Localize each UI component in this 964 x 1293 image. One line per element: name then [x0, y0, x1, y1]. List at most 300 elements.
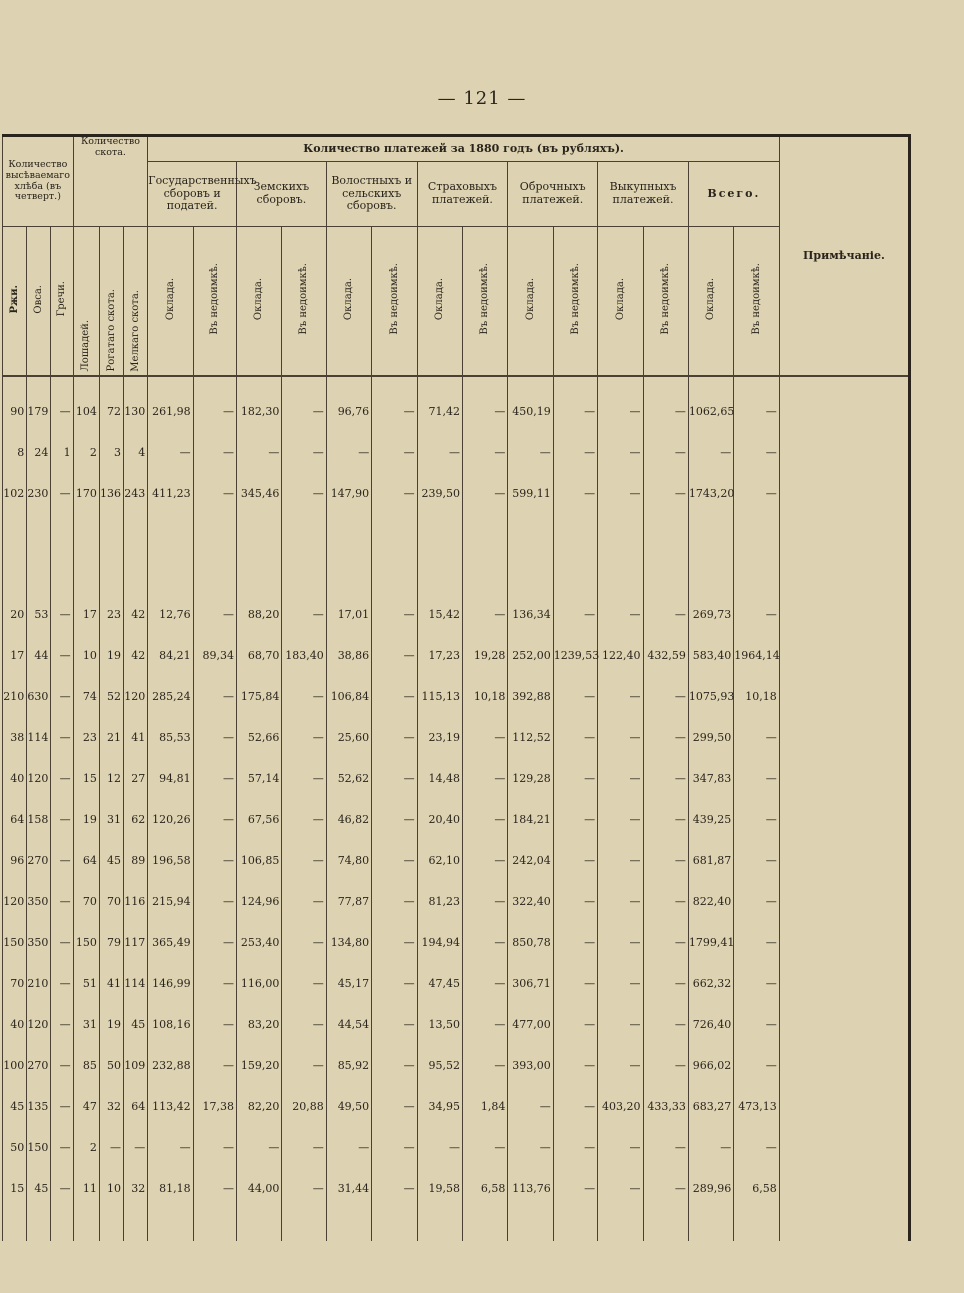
table-row — [3, 717, 910, 758]
table-cell: — — [372, 840, 417, 881]
table-cell: 50 — [99, 1045, 123, 1086]
zemstvo-header: Земскихъ сборовъ. — [237, 162, 327, 227]
oklada-header: Оклада. — [253, 278, 265, 321]
table-cell: — — [51, 1168, 73, 1209]
table-cell: 71,42 — [417, 391, 462, 432]
table-cell: 12,76 — [148, 594, 193, 635]
table-row — [3, 473, 910, 514]
table-cell: — — [462, 1004, 507, 1045]
table-cell: — — [193, 676, 236, 717]
table-cell: 113,76 — [508, 1168, 553, 1209]
table-cell: 67,56 — [237, 799, 282, 840]
table-row — [3, 922, 910, 963]
table-cell: 179 — [27, 391, 51, 432]
table-cell: — — [734, 1045, 780, 1086]
table-cell: 19 — [73, 799, 99, 840]
table-cell: — — [643, 473, 688, 514]
small-cattle-header: Мелкаго скота. — [129, 289, 141, 372]
table-cell: 114 — [124, 963, 148, 1004]
table-cell: 239,50 — [417, 473, 462, 514]
table-cell: 3 — [99, 432, 123, 473]
table-cell: — — [372, 799, 417, 840]
table-cell: — — [462, 473, 507, 514]
table-cell: 96 — [3, 840, 27, 881]
table-cell: 41 — [124, 717, 148, 758]
table-cell: — — [282, 391, 326, 432]
table-cell: 72 — [99, 391, 123, 432]
table-cell: 25,60 — [326, 717, 371, 758]
table-cell: — — [553, 473, 597, 514]
table-cell: 19,28 — [462, 635, 507, 676]
table-cell: 215,94 — [148, 881, 193, 922]
table-cell: 115,13 — [417, 676, 462, 717]
table-cell: — — [372, 635, 417, 676]
table-cell: 17,01 — [326, 594, 371, 635]
table-cell: — — [51, 799, 73, 840]
note-cell — [779, 717, 909, 758]
table-cell: 53 — [27, 594, 51, 635]
table-cell: 136,34 — [508, 594, 553, 635]
table-cell: 47,45 — [417, 963, 462, 1004]
table-cell: 44 — [27, 635, 51, 676]
table-cell: — — [282, 1004, 326, 1045]
note-cell — [779, 1127, 909, 1168]
nedoimka-header: Въ недоимкѣ. — [298, 263, 310, 335]
table-cell: 20,88 — [282, 1086, 326, 1127]
volost-header: Волостныхъ и сельскихъ сборовъ. — [326, 162, 417, 227]
table-cell: — — [508, 432, 553, 473]
table-cell: — — [51, 594, 73, 635]
table-cell: — — [598, 840, 643, 881]
table-cell: 2 — [73, 432, 99, 473]
table-cell: — — [553, 391, 597, 432]
table-cell: — — [282, 758, 326, 799]
table-cell: — — [734, 881, 780, 922]
buckwheat-header: Гречи. — [56, 281, 68, 317]
table-cell: — — [326, 432, 371, 473]
table-cell: 683,27 — [688, 1086, 733, 1127]
table-cell: — — [598, 881, 643, 922]
nedoimka-header: Въ недоимкѣ. — [750, 263, 762, 335]
oklada-header: Оклада. — [343, 278, 355, 321]
table-cell: — — [99, 1127, 123, 1168]
table-cell: — — [51, 840, 73, 881]
table-cell: 64 — [3, 799, 27, 840]
table-row — [3, 758, 910, 799]
table-cell: 45 — [124, 1004, 148, 1045]
table-cell: — — [372, 963, 417, 1004]
table-cell: 114 — [27, 717, 51, 758]
table-cell: — — [553, 1127, 597, 1168]
table-cell: 41 — [99, 963, 123, 1004]
table-cell: 120 — [3, 881, 27, 922]
table-cell: 74,80 — [326, 840, 371, 881]
table-cell: — — [51, 1004, 73, 1045]
table-cell: 253,40 — [237, 922, 282, 963]
table-cell: — — [462, 1045, 507, 1086]
table-cell: 726,40 — [688, 1004, 733, 1045]
table-cell: — — [553, 881, 597, 922]
table-cell: 10 — [73, 635, 99, 676]
table-cell: — — [372, 1045, 417, 1086]
table-cell: — — [734, 922, 780, 963]
payments-table — [2, 134, 911, 1241]
nedoimka-header: Въ недоимкѣ. — [388, 263, 400, 335]
table-cell: 299,50 — [688, 717, 733, 758]
table-cell: 1799,41 — [688, 922, 733, 963]
table-cell: 24 — [27, 432, 51, 473]
table-cell: — — [734, 799, 780, 840]
table-cell: 135 — [27, 1086, 51, 1127]
table-cell: — — [643, 432, 688, 473]
table-cell: — — [282, 473, 326, 514]
note-header: Примѣчаніе. — [779, 136, 909, 377]
table-cell: — — [282, 676, 326, 717]
table-cell: 45 — [99, 840, 123, 881]
table-cell: 583,40 — [688, 635, 733, 676]
table-cell: 50 — [3, 1127, 27, 1168]
note-cell — [779, 594, 909, 635]
table-cell: 365,49 — [148, 922, 193, 963]
table-cell: 6,58 — [462, 1168, 507, 1209]
table-cell: 261,98 — [148, 391, 193, 432]
table-cell: — — [372, 594, 417, 635]
table-cell: — — [643, 391, 688, 432]
table-row — [3, 799, 910, 840]
table-cell: — — [462, 1127, 507, 1168]
table-cell: — — [553, 1004, 597, 1045]
table-cell: — — [51, 391, 73, 432]
table-cell: 662,32 — [688, 963, 733, 1004]
table-cell: — — [193, 1127, 236, 1168]
insurance-header: Страховыхъ платежей. — [417, 162, 508, 227]
table-cell: 129,28 — [508, 758, 553, 799]
table-cell: — — [598, 432, 643, 473]
note-cell — [779, 635, 909, 676]
table-cell: 184,21 — [508, 799, 553, 840]
table-cell: 1964,14 — [734, 635, 780, 676]
table-cell: 120,26 — [148, 799, 193, 840]
table-cell: 122,40 — [598, 635, 643, 676]
table-cell: 84,21 — [148, 635, 193, 676]
table-cell: 100 — [3, 1045, 27, 1086]
table-cell: — — [462, 922, 507, 963]
table-cell: 350 — [27, 881, 51, 922]
table-cell: — — [372, 1086, 417, 1127]
table-cell: 150 — [27, 1127, 51, 1168]
table-cell: 85,53 — [148, 717, 193, 758]
table-cell: 74 — [73, 676, 99, 717]
table-cell: — — [148, 1127, 193, 1168]
table-cell: — — [193, 1004, 236, 1045]
table-cell: — — [372, 881, 417, 922]
table-cell: — — [51, 1127, 73, 1168]
table-cell: — — [643, 963, 688, 1004]
table-cell: — — [372, 1168, 417, 1209]
page-number: — 121 — — [437, 88, 527, 109]
table-cell: 306,71 — [508, 963, 553, 1004]
note-cell — [779, 1045, 909, 1086]
table-cell: 433,33 — [643, 1086, 688, 1127]
table-cell: 62 — [124, 799, 148, 840]
table-cell: 1075,93 — [688, 676, 733, 717]
table-cell: 232,88 — [148, 1045, 193, 1086]
table-cell: — — [193, 1168, 236, 1209]
oklada-header: Оклада. — [705, 278, 717, 321]
table-cell: 11 — [73, 1168, 99, 1209]
table-cell: — — [553, 676, 597, 717]
table-cell: — — [193, 963, 236, 1004]
nedoimka-header: Въ недоимкѣ. — [659, 263, 671, 335]
rye-header: Ржи. — [8, 284, 20, 314]
oklada-header: Оклада. — [434, 278, 446, 321]
table-cell: 473,13 — [734, 1086, 780, 1127]
table-row — [3, 432, 910, 473]
table-cell: — — [282, 840, 326, 881]
table-cell: — — [643, 676, 688, 717]
table-cell: — — [326, 1127, 371, 1168]
table-cell: 196,58 — [148, 840, 193, 881]
table-row — [3, 1086, 910, 1127]
table-cell: 52,66 — [237, 717, 282, 758]
table-cell: 77,87 — [326, 881, 371, 922]
table-cell: 42 — [124, 594, 148, 635]
total-header: Всего. — [688, 162, 779, 227]
table-cell: — — [553, 717, 597, 758]
horses-header: Лошадей. — [80, 319, 92, 372]
table-cell: 146,99 — [148, 963, 193, 1004]
table-cell: — — [462, 799, 507, 840]
table-cell: 242,04 — [508, 840, 553, 881]
table-cell: — — [598, 963, 643, 1004]
table-cell: — — [643, 1168, 688, 1209]
table-cell: — — [688, 1127, 733, 1168]
table-cell: 95,52 — [417, 1045, 462, 1086]
nedoimka-header: Въ недоимкѣ. — [569, 263, 581, 335]
table-cell: 31 — [73, 1004, 99, 1045]
table-cell: — — [598, 758, 643, 799]
nedoimka-header: Въ недоимкѣ. — [209, 263, 221, 335]
table-cell: — — [372, 717, 417, 758]
table-cell: 13,50 — [417, 1004, 462, 1045]
table-cell: 49,50 — [326, 1086, 371, 1127]
table-cell: — — [553, 1168, 597, 1209]
table-cell: 83,20 — [237, 1004, 282, 1045]
table-cell: — — [643, 881, 688, 922]
table-cell: 82,20 — [237, 1086, 282, 1127]
table-row — [3, 676, 910, 717]
table-cell: 94,81 — [148, 758, 193, 799]
table-cell: 42 — [124, 635, 148, 676]
table-cell: — — [734, 432, 780, 473]
table-cell: — — [193, 1045, 236, 1086]
table-row — [3, 963, 910, 1004]
table-cell: — — [688, 432, 733, 473]
table-cell: 681,87 — [688, 840, 733, 881]
table-cell: — — [282, 881, 326, 922]
table-cell: 70 — [99, 881, 123, 922]
table-cell: — — [462, 758, 507, 799]
table-cell: — — [553, 432, 597, 473]
table-cell: — — [417, 1127, 462, 1168]
table-cell: 38,86 — [326, 635, 371, 676]
table-cell: 85,92 — [326, 1045, 371, 1086]
table-cell: 108,16 — [148, 1004, 193, 1045]
table-row — [3, 840, 910, 881]
table-cell: 45 — [27, 1168, 51, 1209]
table-row — [3, 1127, 910, 1168]
table-cell: 17 — [3, 635, 27, 676]
table-row — [3, 1045, 910, 1086]
note-cell — [779, 799, 909, 840]
table-cell: 450,19 — [508, 391, 553, 432]
table-cell: — — [553, 594, 597, 635]
note-cell — [779, 922, 909, 963]
table-cell: 230 — [27, 473, 51, 514]
table-cell: — — [734, 1127, 780, 1168]
table-cell: — — [643, 758, 688, 799]
table-cell: 117 — [124, 922, 148, 963]
table-cell: 62,10 — [417, 840, 462, 881]
table-cell: 210 — [27, 963, 51, 1004]
note-cell — [779, 1086, 909, 1127]
table-cell: 322,40 — [508, 881, 553, 922]
table-cell: — — [372, 1004, 417, 1045]
table-body — [3, 391, 910, 1209]
table-cell: — — [193, 922, 236, 963]
table-cell: 347,83 — [688, 758, 733, 799]
table-cell: 116 — [124, 881, 148, 922]
table-cell: 477,00 — [508, 1004, 553, 1045]
table-cell: — — [372, 922, 417, 963]
table-cell: 10,18 — [734, 676, 780, 717]
table-cell: — — [51, 635, 73, 676]
table-cell: — — [598, 1004, 643, 1045]
table-cell: 20 — [3, 594, 27, 635]
table-cell: — — [462, 840, 507, 881]
table-cell: — — [598, 1127, 643, 1168]
payments-group-header: Количество платежей за 1880 годъ (въ рубляхъ). — [148, 136, 780, 162]
table-cell: 64 — [124, 1086, 148, 1127]
table-cell: 252,00 — [508, 635, 553, 676]
table-cell: — — [282, 432, 326, 473]
table-cell: 150 — [3, 922, 27, 963]
table-cell: 1239,53 — [553, 635, 597, 676]
table-cell: — — [462, 717, 507, 758]
note-cell — [779, 676, 909, 717]
table-cell: 159,20 — [237, 1045, 282, 1086]
table-cell: — — [462, 432, 507, 473]
table-cell: — — [598, 799, 643, 840]
table-cell: — — [51, 963, 73, 1004]
table-cell: — — [734, 717, 780, 758]
table-row — [3, 1168, 910, 1209]
table-cell: 270 — [27, 840, 51, 881]
table-cell: — — [598, 391, 643, 432]
table-cell: 270 — [27, 1045, 51, 1086]
table-cell: — — [643, 840, 688, 881]
table-cell: 130 — [124, 391, 148, 432]
table-cell: — — [51, 473, 73, 514]
table-cell: 134,80 — [326, 922, 371, 963]
table-cell: 4 — [124, 432, 148, 473]
table-cell: 10 — [99, 1168, 123, 1209]
table-cell: 31 — [99, 799, 123, 840]
table-cell: — — [553, 1045, 597, 1086]
table-cell: 12 — [99, 758, 123, 799]
table-cell: 40 — [3, 758, 27, 799]
table-cell: — — [643, 717, 688, 758]
table-cell: — — [282, 1045, 326, 1086]
table-cell: 432,59 — [643, 635, 688, 676]
table-cell: — — [553, 840, 597, 881]
grain-group-header: Количество высѣваемаго хлѣба (въ четверт.) — [3, 136, 74, 227]
table-cell: — — [508, 1086, 553, 1127]
table-cell: — — [598, 717, 643, 758]
table-cell: — — [372, 758, 417, 799]
table-cell: 15 — [73, 758, 99, 799]
note-cell — [779, 391, 909, 432]
table-cell: 40 — [3, 1004, 27, 1045]
table-cell: — — [193, 391, 236, 432]
table-cell: — — [598, 922, 643, 963]
table-cell: — — [124, 1127, 148, 1168]
note-cell — [779, 840, 909, 881]
table-cell: 44,54 — [326, 1004, 371, 1045]
table-cell: 8 — [3, 432, 27, 473]
note-cell — [779, 881, 909, 922]
table-cell: 81,18 — [148, 1168, 193, 1209]
table-cell: 411,23 — [148, 473, 193, 514]
table-cell: 120 — [124, 676, 148, 717]
table-cell: 350 — [27, 922, 51, 963]
table-cell: — — [372, 1127, 417, 1168]
table-cell: 70 — [73, 881, 99, 922]
table-cell: 1062,65 — [688, 391, 733, 432]
table-cell: — — [372, 391, 417, 432]
table-cell: 393,00 — [508, 1045, 553, 1086]
table-cell: 15 — [3, 1168, 27, 1209]
table-cell: 439,25 — [688, 799, 733, 840]
table-cell: 96,76 — [326, 391, 371, 432]
table-cell: — — [598, 676, 643, 717]
table-cell: 15,42 — [417, 594, 462, 635]
table-cell: — — [193, 432, 236, 473]
table-cell: 47 — [73, 1086, 99, 1127]
table-cell: 183,40 — [282, 635, 326, 676]
table-cell: — — [282, 1127, 326, 1168]
table-cell: 850,78 — [508, 922, 553, 963]
table-cell: — — [282, 799, 326, 840]
table-cell: 32 — [124, 1168, 148, 1209]
table-cell: 112,52 — [508, 717, 553, 758]
table-cell: — — [553, 758, 597, 799]
table-cell: 1743,20 — [688, 473, 733, 514]
table-cell: — — [193, 840, 236, 881]
table-cell: 599,11 — [508, 473, 553, 514]
table-cell: 45 — [3, 1086, 27, 1127]
table-cell: — — [734, 758, 780, 799]
table-cell: — — [193, 799, 236, 840]
table-cell: 52 — [99, 676, 123, 717]
table-cell: 38 — [3, 717, 27, 758]
table-row — [3, 391, 910, 432]
table-cell: — — [282, 717, 326, 758]
table-cell: — — [643, 594, 688, 635]
table-cell: 21 — [99, 717, 123, 758]
note-cell — [779, 963, 909, 1004]
table-cell: — — [508, 1127, 553, 1168]
